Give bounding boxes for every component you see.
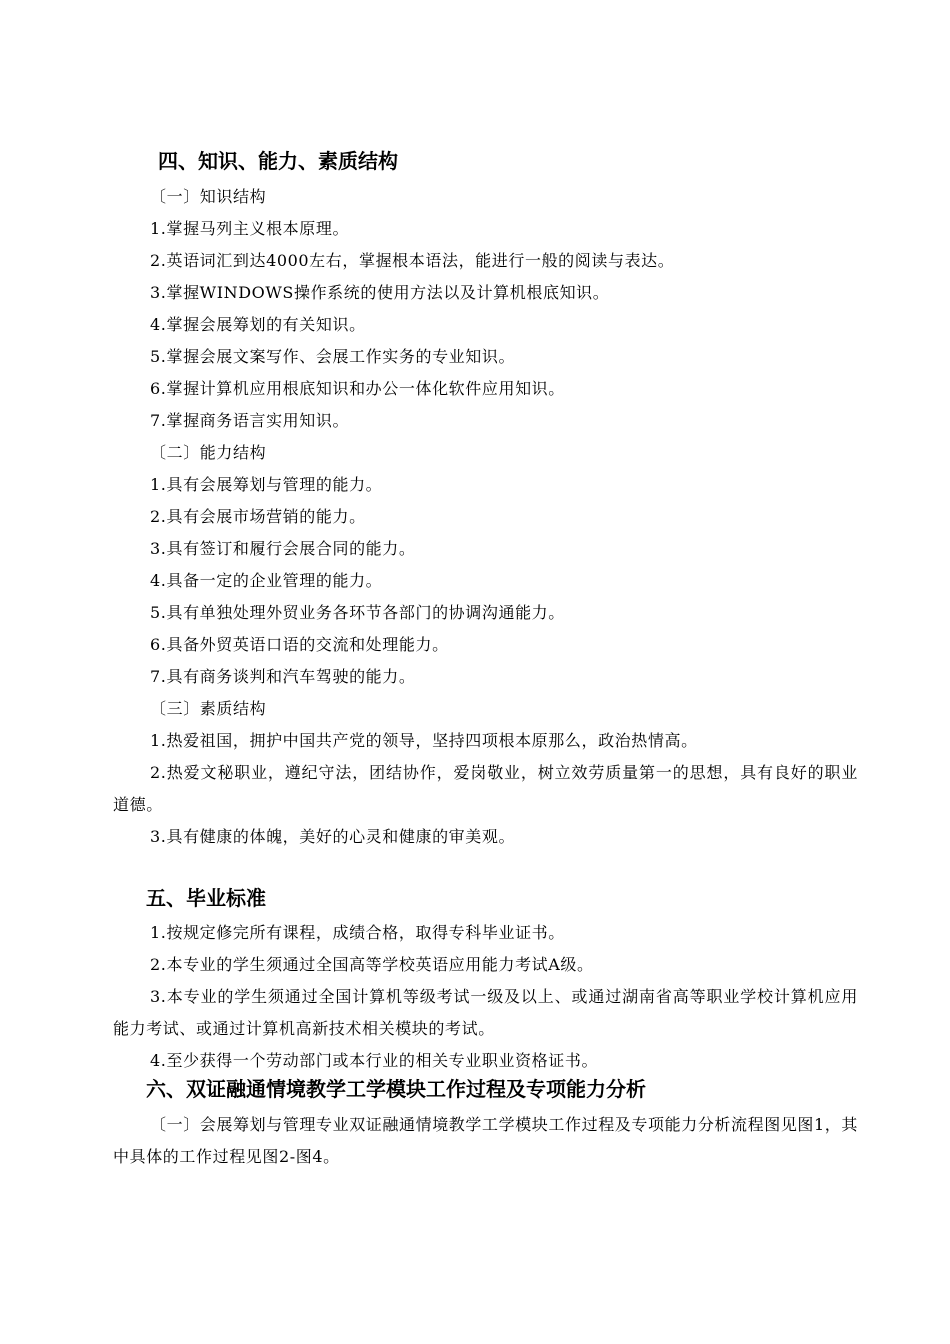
ability-item: 3.具有签订和履行会展合同的能力。 bbox=[150, 539, 416, 558]
quality-item: 3.具有健康的体魄，美好的心灵和健康的审美观。 bbox=[150, 827, 516, 846]
ability-item: 1.具有会展筹划与管理的能力。 bbox=[150, 475, 383, 494]
knowledge-item: 5.掌握会展文案写作、会展工作实务的专业知识。 bbox=[150, 347, 516, 366]
knowledge-structure-heading: 〔一〕知识结构 bbox=[150, 187, 267, 206]
ability-item: 7.具有商务谈判和汽车驾驶的能力。 bbox=[150, 667, 416, 686]
ability-item: 6.具备外贸英语口语的交流和处理能力。 bbox=[150, 635, 449, 654]
graduation-item: 1.按规定修完所有课程，成绩合格，取得专科毕业证书。 bbox=[150, 923, 565, 942]
ability-structure-heading: 〔二〕能力结构 bbox=[150, 443, 267, 462]
graduation-item: 2.本专业的学生须通过全国高等学校英语应用能力考试A级。 bbox=[150, 955, 594, 974]
knowledge-item: 3.掌握WINDOWS操作系统的使用方法以及计算机根底知识。 bbox=[150, 283, 610, 302]
ability-item: 2.具有会展市场营销的能力。 bbox=[150, 507, 366, 526]
section-4-heading: 四、知识、能力、素质结构 bbox=[158, 149, 398, 173]
knowledge-item: 6.掌握计算机应用根底知识和办公一体化软件应用知识。 bbox=[150, 379, 565, 398]
ability-item: 5.具有单独处理外贸业务各环节各部门的协调沟通能力。 bbox=[150, 603, 565, 622]
knowledge-item: 1.掌握马列主义根本原理。 bbox=[150, 219, 350, 238]
quality-item: 2.热爱文秘职业，遵纪守法，团结协作，爱岗敬业，树立效劳质量第一的思想，具有良好的职业道德。 bbox=[113, 763, 858, 814]
section-6-paragraph: 〔一〕会展筹划与管理专业双证融通情境教学工学模块工作过程及专项能力分析流程图见图1，其中具体的工作过程见图2-图4。 bbox=[113, 1115, 858, 1166]
knowledge-item: 7.掌握商务语言实用知识。 bbox=[150, 411, 350, 430]
graduation-item: 4.至少获得一个劳动部门或本行业的相关专业职业资格证书。 bbox=[150, 1051, 599, 1070]
section-6-heading: 六、双证融通情境教学工学模块工作过程及专项能力分析 bbox=[146, 1077, 646, 1101]
knowledge-item: 2.英语词汇到达4000左右，掌握根本语法，能进行一般的阅读与表达。 bbox=[150, 251, 675, 270]
section-5-heading: 五、毕业标准 bbox=[146, 886, 266, 910]
knowledge-item: 4.掌握会展筹划的有关知识。 bbox=[150, 315, 366, 334]
quality-item: 1.热爱祖国，拥护中国共产党的领导，坚持四项根本原那么，政治热情高。 bbox=[150, 731, 698, 750]
graduation-item: 3.本专业的学生须通过全国计算机等级考试一级及以上、或通过湖南省高等职业学校计算机应用能力考试、或通过计算机高新技术相关模块的考试。 bbox=[113, 987, 858, 1038]
quality-structure-heading: 〔三〕素质结构 bbox=[150, 699, 267, 718]
ability-item: 4.具备一定的企业管理的能力。 bbox=[150, 571, 383, 590]
